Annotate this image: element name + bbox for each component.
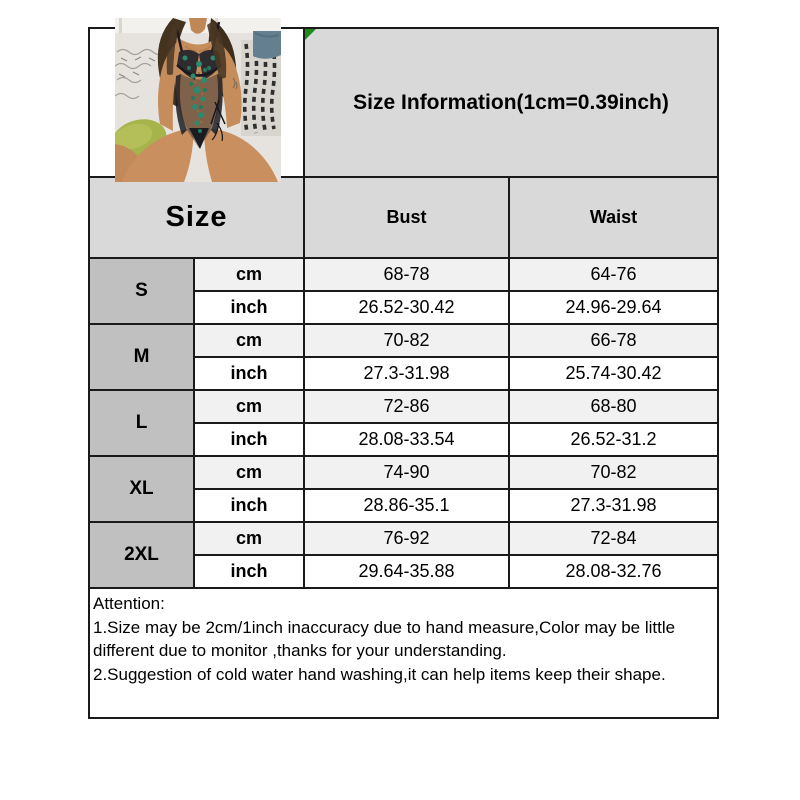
unit-label-inch: inch: [194, 357, 304, 390]
xl-bust-cm: 74-90: [304, 456, 509, 489]
size-label-s: S: [89, 258, 194, 324]
m-waist-cm: 66-78: [509, 324, 718, 357]
m-waist-inch: 25.74-30.42: [509, 357, 718, 390]
s-waist-inch: 24.96-29.64: [509, 291, 718, 324]
unit-label-inch: inch: [194, 555, 304, 588]
l-waist-cm: 68-80: [509, 390, 718, 423]
column-header-waist: Waist: [509, 177, 718, 258]
photo-header-row: [89, 28, 718, 177]
xl-bust-inch: 28.86-35.1: [304, 489, 509, 522]
column-header-bust: Bust: [304, 177, 509, 258]
l-waist-inch: 26.52-31.2: [509, 423, 718, 456]
size-label-2xl: 2XL: [89, 522, 194, 588]
table-row-m-cm: [89, 324, 718, 357]
s-waist-cm: 64-76: [509, 258, 718, 291]
xl-waist-inch: 27.3-31.98: [509, 489, 718, 522]
attention-line-3: 2.Suggestion of cold water hand washing,it can help items keep their shape.: [93, 664, 666, 684]
m-bust-cm: 70-82: [304, 324, 509, 357]
size-chart-table: [88, 27, 719, 719]
product-photo-illustration: [115, 18, 281, 182]
2xl-waist-cm: 72-84: [509, 522, 718, 555]
size-label-l: L: [89, 390, 194, 456]
excel-corner-flag-icon: [305, 29, 316, 40]
l-bust-inch: 28.08-33.54: [304, 423, 509, 456]
unit-label-cm: cm: [194, 456, 304, 489]
unit-label-cm: cm: [194, 522, 304, 555]
2xl-bust-cm: 76-92: [304, 522, 509, 555]
size-label-xl: XL: [89, 456, 194, 522]
table-row-l-cm: [89, 390, 718, 423]
unit-label-inch: inch: [194, 291, 304, 324]
product-photo: [115, 18, 281, 182]
unit-label-cm: cm: [194, 390, 304, 423]
product-photo-cell: [89, 28, 304, 177]
attention-line-2: different due to monitor ,thanks for your understanding.: [93, 641, 507, 660]
unit-label-cm: cm: [194, 324, 304, 357]
size-information-header-cell: [304, 28, 718, 177]
xl-waist-cm: 70-82: [509, 456, 718, 489]
m-bust-inch: 27.3-31.98: [304, 357, 509, 390]
attention-note: [89, 588, 718, 718]
attention-line-1: 1.Size may be 2cm/1inch inaccuracy due to hand measure,Color may be little: [93, 617, 676, 637]
attention-title: Attention:: [93, 594, 165, 613]
unit-label-cm: cm: [194, 258, 304, 291]
column-header-row: [89, 177, 718, 258]
attention-row: [89, 588, 718, 718]
2xl-waist-inch: 28.08-32.76: [509, 555, 718, 588]
s-bust-cm: 68-78: [304, 258, 509, 291]
size-information-title: Size Information(1cm=0.39inch): [353, 90, 669, 114]
unit-label-inch: inch: [194, 489, 304, 522]
s-bust-inch: 26.52-30.42: [304, 291, 509, 324]
table-row-2xl-cm: [89, 522, 718, 555]
unit-label-inch: inch: [194, 423, 304, 456]
table-row-xl-cm: [89, 456, 718, 489]
size-label-m: M: [89, 324, 194, 390]
table-row-s-cm: [89, 258, 718, 291]
column-header-size: Size: [89, 177, 304, 258]
2xl-bust-inch: 29.64-35.88: [304, 555, 509, 588]
l-bust-cm: 72-86: [304, 390, 509, 423]
